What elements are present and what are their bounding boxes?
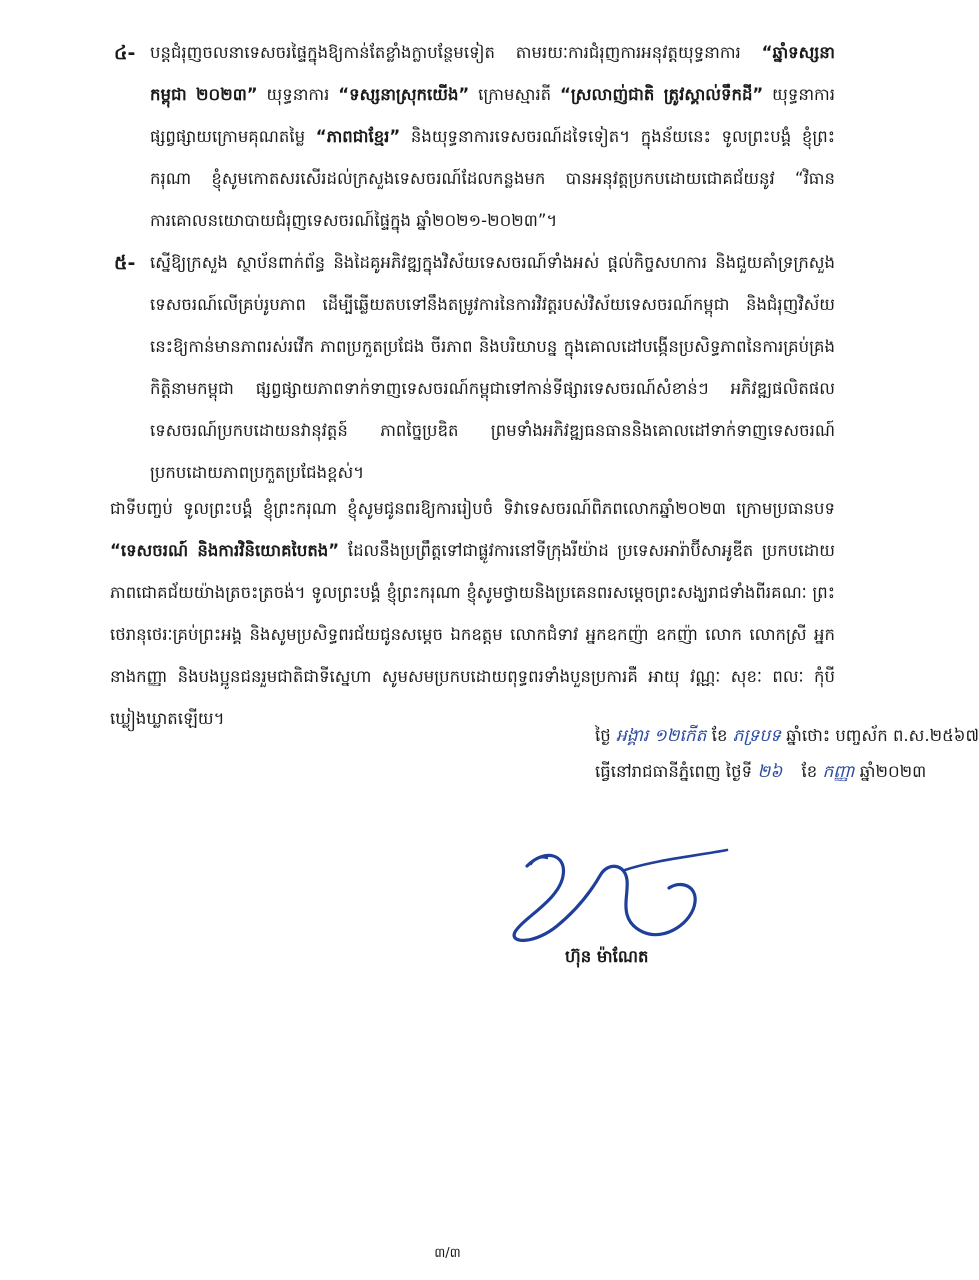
- day-label: ថ្ងៃ: [595, 726, 611, 745]
- theme-bold: “ទេសចរណ៍ និងការវិនិយោគបៃតង”: [110, 541, 340, 560]
- item-text: [150, 32, 835, 242]
- signature-stroke: [625, 850, 727, 870]
- signature-image: [505, 840, 735, 950]
- item-text: [150, 242, 835, 494]
- item-number: ៥-: [114, 252, 136, 274]
- paragraph-text-part: ដែលនឹងប្រព្រឹត្តទៅជាផ្លូវការនៅទីក្រុងរីយ៉ាដ ប្រទេសអារ៉ាប៊ីសាអូឌីត ប្រកបដោយភាពជោគជ័យយ៉ាងត្រចះត្រចង់។ ទូលព្រះបង្គំ ខ្ញុំព្រះករុណា ខ្ញុំសូមថ្វាយនិងប្រគេនពរសម្តេចព្រះសង្ឃរាជទាំងពីរគណៈ ព្រះថេរានុថេរៈគ្រប់ព្រះអង្គ និងសូមប្រសិទ្ធពរជ័យជូនសម្តេច ឯកឧត្តម លោកជំទាវ អ្នកឧកញ៉ា ឧកញ៉ា លោក លោកស្រី អ្នកនាងកញ្ញា និងបងប្អូនជនរួមជាតិជាទីស្នេហា សូមសមប្រកបដោយពុទ្ធពរទាំងបួនប្រការគឺ អាយុ វណ្ណៈ សុខៈ ពលៈ កុំបីឃ្លៀងឃ្លាតឡើយ។: [110, 541, 835, 728]
- month-label: ខែ: [801, 762, 818, 781]
- slogan-bold: “ស្រលាញ់ជាតិ ត្រូវស្គាល់ទឹកដី”: [560, 85, 764, 104]
- handwritten-lunar-day: អង្គារ ១២កើត: [615, 726, 707, 746]
- signature-stroke: [531, 857, 547, 864]
- list-item-5: [100, 242, 835, 492]
- item-text-part: ស្នើឱ្យក្រសួង ស្ថាប័នពាក់ព័ន្ធ និងដៃគូអភិវឌ្ឍក្នុងវិស័យទេសចរណ៍ទាំងអស់ ផ្ដល់កិច្ចសហការ និងជួយគាំទ្រក្រសួងទេសចរណ៍លើគ្រប់រូបភាព ដើម្បីឆ្លើយតបទៅនឹងតម្រូវការនៃការវិវត្តរបស់វិស័យទេសចរណ៍កម្ពុជា និងជំរុញវិស័យនេះឱ្យកាន់មានភាពរស់រវើក ភាពប្រកួតប្រជែង ចីរភាព និងបរិយាបន្ន ក្នុងគោលដៅបង្កើនប្រសិទ្ធភាពនៃការគ្រប់គ្រងកិត្តិនាមកម្ពុជា ផ្សព្វផ្សាយភាពទាក់ទាញទេសចរណ៍កម្ពុជាទៅកាន់ទីផ្សារទេសចរណ៍សំខាន់ៗ អភិវឌ្ឍផលិតផលទេសចរណ៍ប្រកបដោយនវានុវត្តន៍ ភាពច្នៃប្រឌិត ព្រមទាំងអភិវឌ្ឍធនធាននិងគោលដៅទាក់ទាញទេសចរណ៍ប្រកបដោយភាពប្រកួតប្រជែងខ្ពស់។: [150, 253, 835, 482]
- item-text-part: និងយុទ្ធនាការទេសចរណ៍ដទៃទៀត។ ក្នុងន័យនេះ ទូលព្រះបង្គំ ខ្ញុំព្រះករុណា ខ្ញុំសូមកោតសរសើរដល់ក្រសួងទេសចរណ៍ដែលកន្លងមក បានអនុវត្តប្រកបដោយជោគជ័យនូវ “វិធានការគោលនយោបាយជំរុញទេសចរណ៍ផ្ទៃក្នុង ឆ្នាំ២០២១-២០២៣”។: [150, 127, 835, 230]
- signer-name: ហ៊ុន ម៉ាណែត: [565, 947, 649, 966]
- item-text-part: ក្រោមស្មារតី: [469, 85, 561, 104]
- solar-year-text: ឆ្នាំ២០២៣: [859, 762, 927, 781]
- item-number: ៤-: [114, 42, 136, 64]
- item-text-part: បន្តជំរុញចលនាទេសចរផ្ទៃក្នុងឱ្យកាន់តែខ្លាំងក្លាបន្ថែមទៀត តាមរយៈការជំរុញការអនុវត្តយុទ្ធនាការ: [150, 43, 762, 62]
- campaign-name-bold: “ទស្សនាស្រុកយើង”: [338, 85, 470, 104]
- solar-date-line: [595, 756, 926, 788]
- place-text: ធ្វើនៅរាជធានីភ្នំពេញ ថ្ងៃទី: [595, 762, 753, 781]
- page-number: ៣/៣: [434, 1246, 461, 1261]
- list-item-4: [100, 32, 835, 242]
- value-bold: “ភាពជាខ្មែរ”: [315, 127, 401, 146]
- month-label: ខែ: [711, 726, 728, 745]
- handwritten-lunar-month: ភទ្របទ: [732, 726, 781, 746]
- handwritten-solar-day: ២៦: [757, 762, 783, 782]
- lunar-year-text: ឆ្នាំថោះ បញ្ចស័ក ព.ស.២៥៦៧: [786, 726, 979, 745]
- item-text-part: យុទ្ធនាការផ្សព្វផ្សាយក្រោមគុណតម្លៃ: [150, 85, 835, 146]
- signature-stroke: [514, 855, 695, 940]
- campaign-name-bold: “ឆ្នាំទស្សនាកម្ពុជា ២០២៣”: [150, 43, 835, 104]
- handwritten-solar-month: កញ្ញា: [822, 762, 855, 782]
- item-text-part: យុទ្ធនាការ: [257, 85, 339, 104]
- paragraph-text-part: ជាទីបញ្ចប់ ទូលព្រះបង្គំ ខ្ញុំព្រះករុណា ខ្ញុំសូមជូនពរឱ្យការរៀបចំ ទិវាទេសចរណ៍ពិភពលោកឆ្នាំ២០២៣ ក្រោមប្រធានបទ: [110, 499, 835, 518]
- closing-paragraph: [110, 488, 835, 740]
- lunar-date-line: [595, 720, 979, 752]
